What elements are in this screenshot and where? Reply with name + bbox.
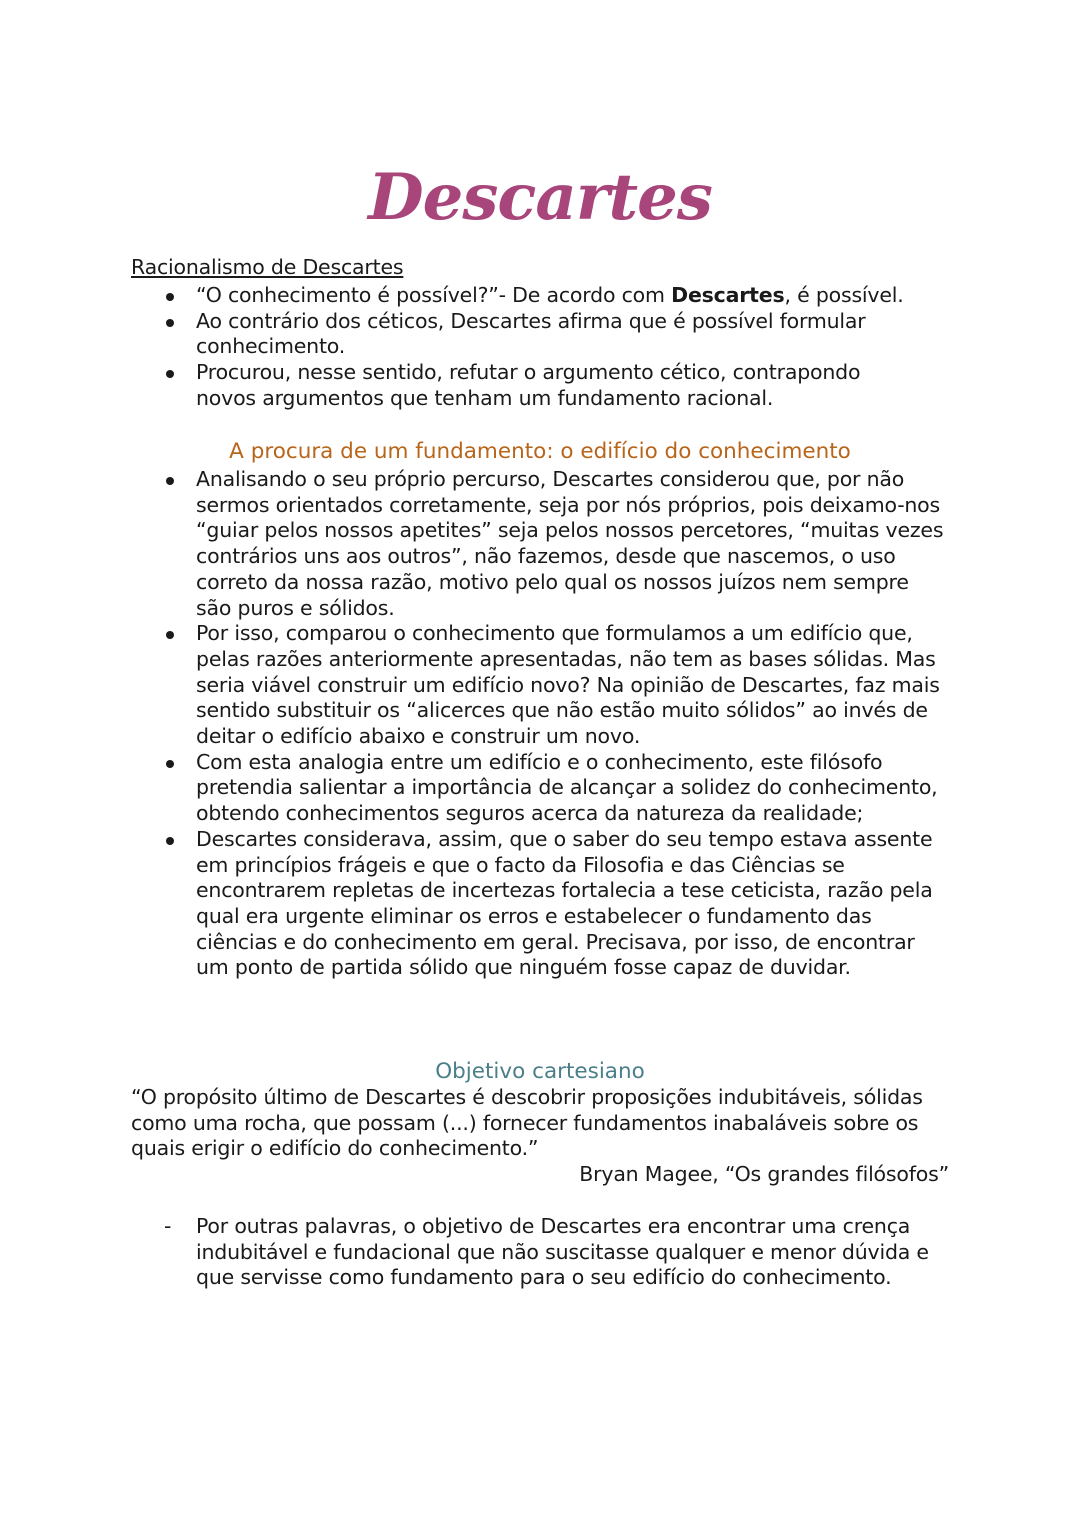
bullet-icon (166, 319, 174, 327)
section-heading-fundamento: A procura de um fundamento: o edifício do conhecimento (229, 439, 851, 464)
bullet-icon (166, 837, 174, 845)
bullet-icon (166, 631, 174, 639)
dash-marker: - (164, 1214, 172, 1238)
section-label-racionalismo: Racionalismo de Descartes (131, 255, 404, 279)
list-item: Ao contrário dos céticos, Descartes afirma que é possível formular conhecimento. (0, 309, 896, 360)
list-item: - Por outras palavras, o objetivo de Descartes era encontrar uma crença indubitável e fundacional que não suscitasse qualquer e menor dúvida e que servisse como fundamento para o seu edifício do conhecimento. (164, 1214, 929, 1290)
quote-block: “O propósito último de Descartes é descobrir proposições indubitáveis, sólidas como uma rocha, que possam (...) fornecer fundamentos inabaláveis sobre os quais erigir o edifício do conhecimento.” (131, 1085, 923, 1161)
list-item: Procurou, nesse sentido, refutar o argumento cético, contrapondo novos argumentos que tenham um fundamento racional. (0, 360, 896, 411)
fundamento-bullet-list (0, 467, 1080, 981)
list-item: “O conhecimento é possível?”- De acordo com Descartes, é possível. (0, 283, 956, 309)
list-item: Por isso, comparou o conhecimento que formulamos a um edifício que, pelas razões anteriormente apresentadas, não tem as bases sólidas. Mas seria viável construir um edifício novo? Na opinião de Descartes, faz mais sentido substituir os “alicerces que não estão muito sólidos” ao invés de deitar o edifício abaixo e construir um novo. (0, 621, 948, 750)
objetivo-dash-list (0, 1214, 1080, 1291)
list-item: Descartes considerava, assim, que o saber do seu tempo estava assente em princípios frágeis e que o facto da Filosofia e das Ciências se encontrarem repletas de incertezas fortalecia a tese ceticista, razão pela qual era urgente eliminar os erros e estabelecer o fundamento das ciências e do conhecimento em geral. Precisava, por isso, de encontrar um ponto de partida sólido que ninguém fosse capaz de duvidar. (0, 827, 948, 981)
racionalismo-bullet-list (0, 283, 1080, 412)
section-heading-objetivo: Objetivo cartesiano (435, 1059, 645, 1084)
bullet-icon (166, 760, 174, 768)
bold-name: Descartes (671, 283, 785, 307)
document-title: Descartes (368, 160, 712, 235)
list-item: Analisando o seu próprio percurso, Descartes considerou que, por não sermos orientados corretamente, seja por nós próprios, pois deixamo-nos “guiar pelos nossos apetites” seja pelos nossos percetores, “muitas vezes contrários uns aos outros”, não fazemos, desde que nascemos, o uso correto da nossa razão, motivo pelo qual os nossos juízos nem sempre são puros e sólidos. (0, 467, 948, 621)
list-item: Com esta analogia entre um edifício e o conhecimento, este filósofo pretendia salientar a importância de alcançar a solidez do conhecimento, obtendo conhecimentos seguros acerca da natureza da realidade; (0, 750, 948, 827)
bullet-icon (166, 293, 174, 301)
bullet-icon (166, 477, 174, 485)
quote-attribution: Bryan Magee, “Os grandes filósofos” (579, 1162, 949, 1186)
bullet-icon (166, 370, 174, 378)
